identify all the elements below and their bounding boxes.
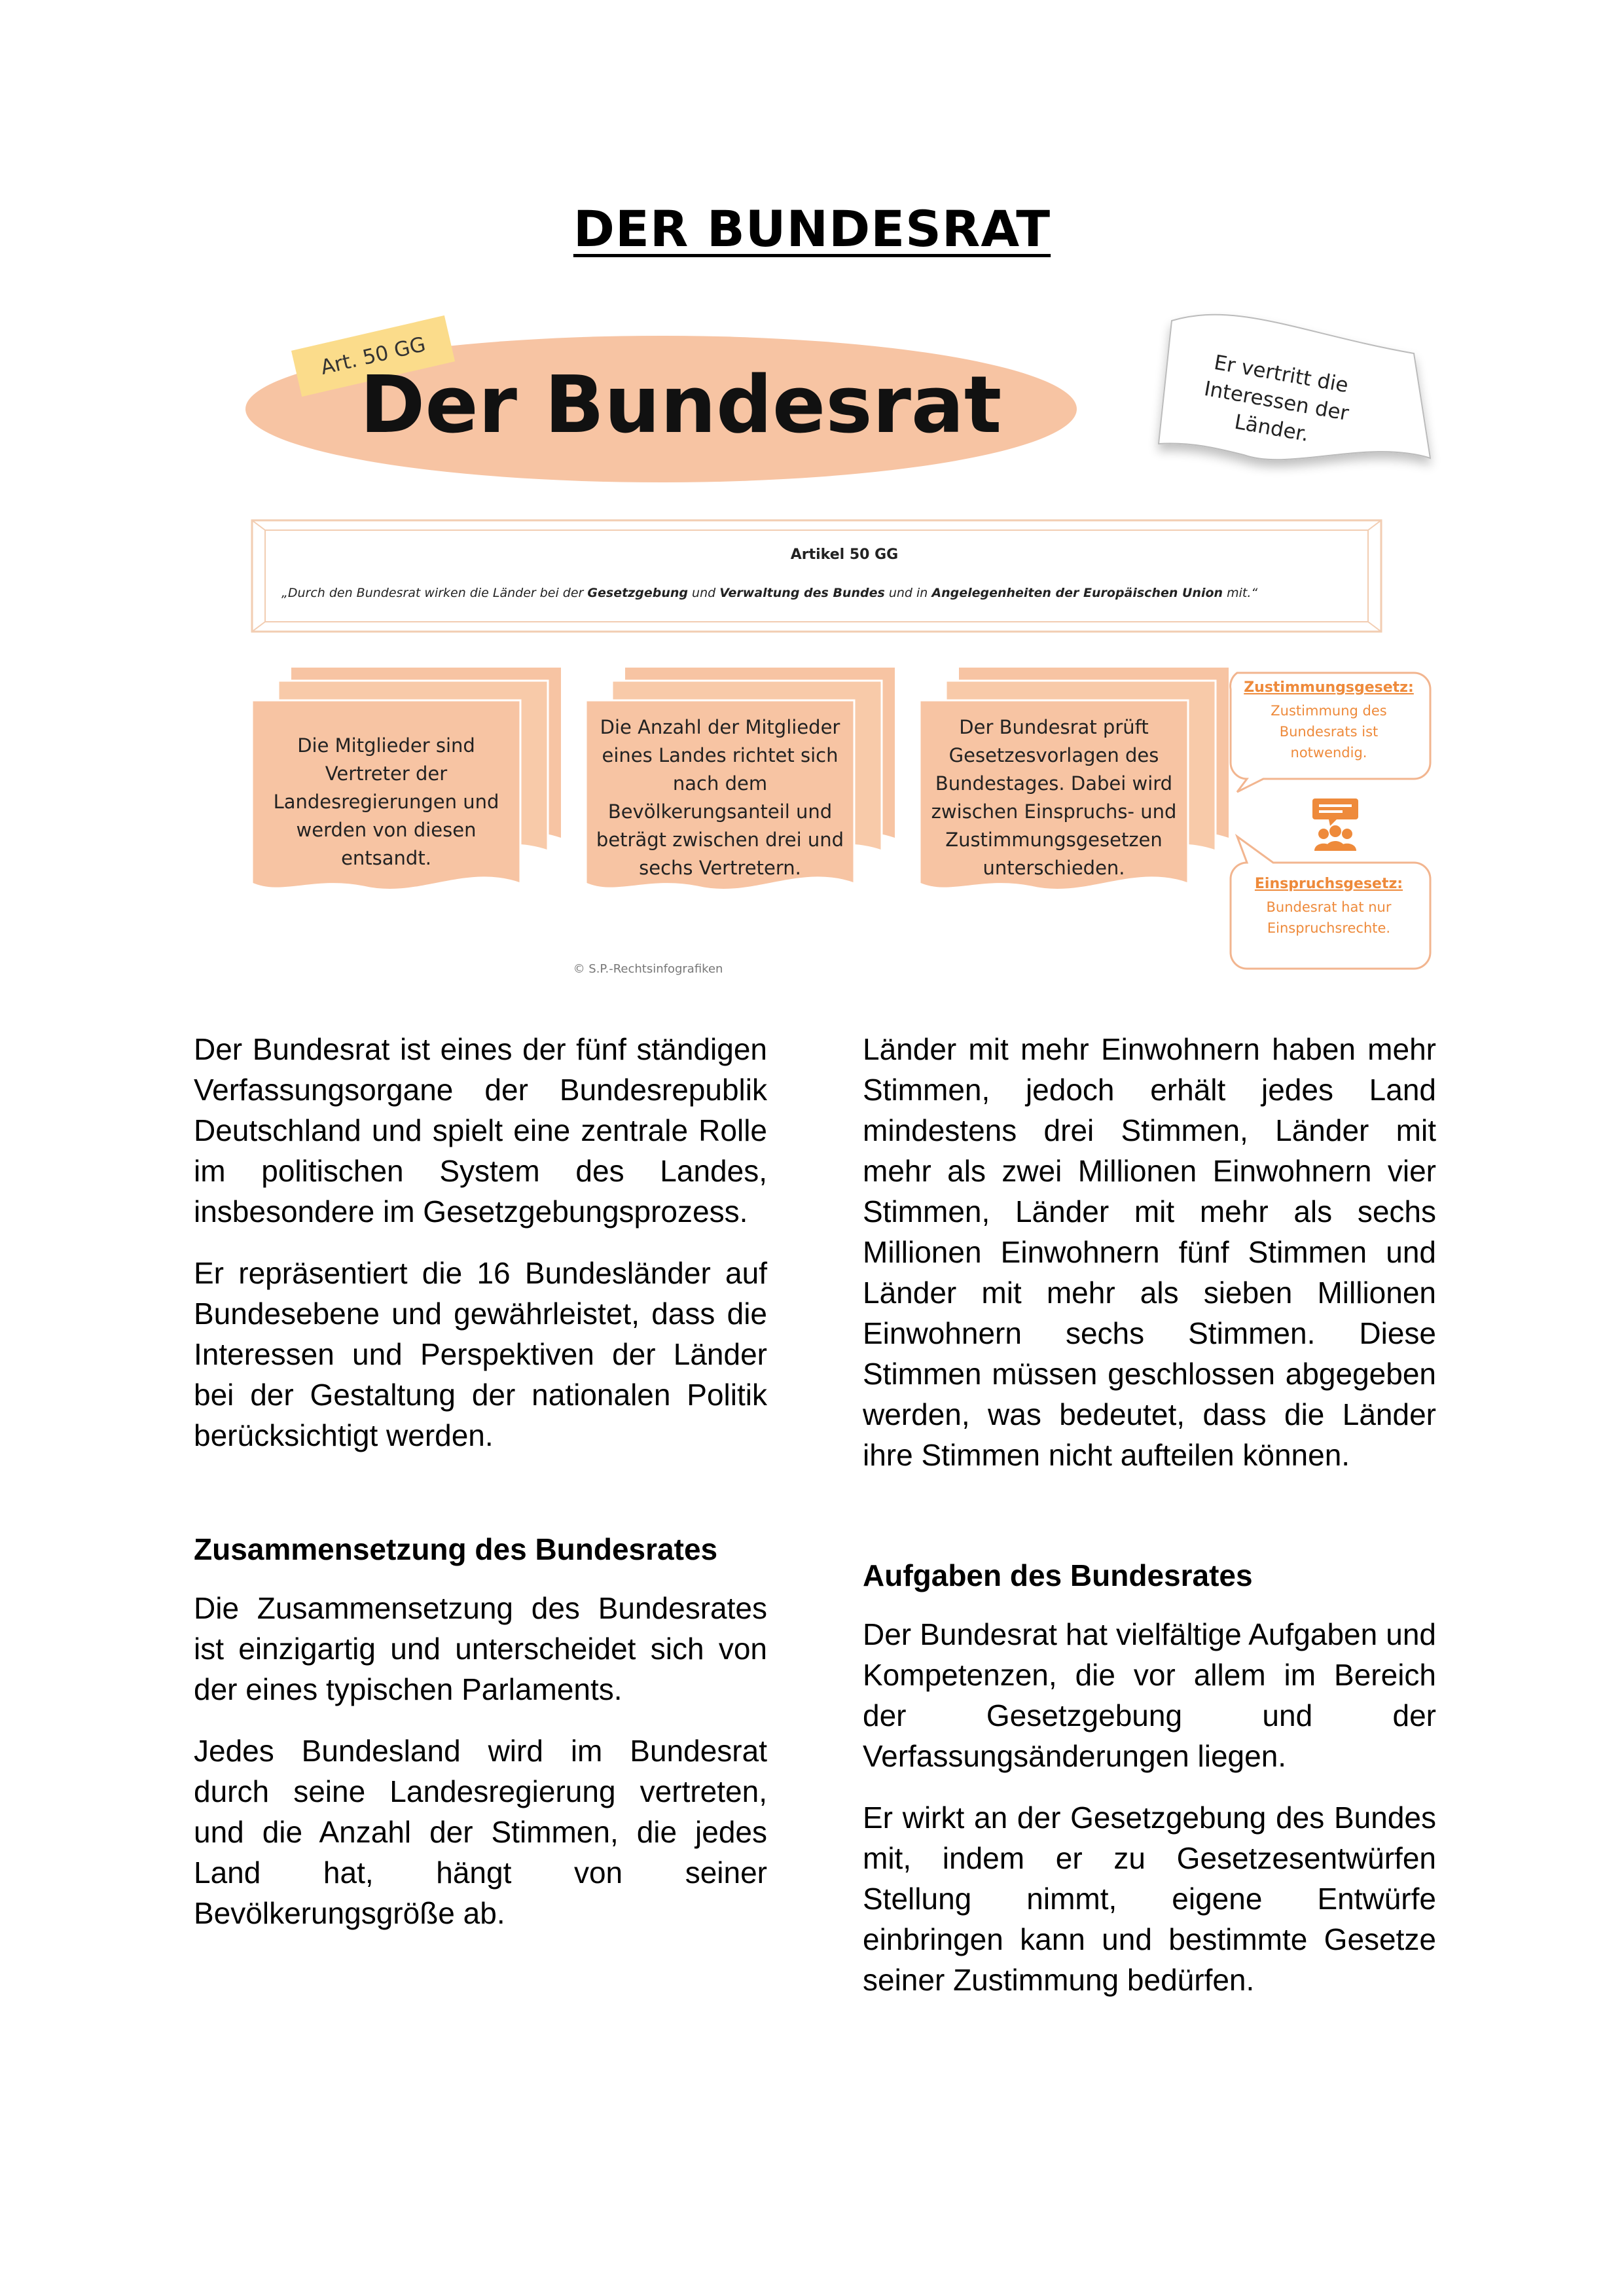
bubble-bottom-title: Einspruchsgesetz: bbox=[1254, 876, 1403, 892]
page-title: DER BUNDESRAT bbox=[573, 200, 1051, 258]
left-paragraph-2: Er repräsentiert die 16 Bundesländer auf Bundesebene und gewährleistet, dass die Interessen und Perspektiven der Länder bei der Gestaltung der nationalen Politik berücksichtigt werden. bbox=[194, 1256, 767, 1452]
right-paragraph-1: Länder mit mehr Einwohnern haben mehr Stimmen, jedoch erhält jedes Land mindestens drei Stimmen, Länder mit mehr als zwei Millionen Einwohnern vier Stimmen, Länder mit mehr als sechs Millionen Einwohnern fünf Stimmen und Länder mit mehr als sieben Millionen Einwohnern sechs Stimmen. Diese Stimmen müssen geschlossen abgegeben werden, was bedeutet, dass die Länder ihre Stimmen nicht aufteilen können. bbox=[863, 1032, 1436, 1472]
left-paragraph-1: Der Bundesrat ist eines der fünf ständigen Verfassungsorgane der Bundesrepublik Deutschland und spielt eine zentrale Rolle im politischen System des Landes, insbesondere im Gesetzgebungsprozess. bbox=[194, 1032, 767, 1229]
right-heading: Aufgaben des Bundesrates bbox=[863, 1558, 1253, 1592]
left-paragraph-4: Jedes Bundesland wird im Bundesrat durch seine Landesregierung vertreten, und die Anzahl der Stimmen, die jedes Land hat, hängt von seiner Bevölkerungsgröße ab. bbox=[194, 1734, 767, 1930]
right-column bbox=[863, 1029, 1436, 2021]
infographic-title: Der Bundesrat bbox=[359, 360, 1002, 451]
right-paragraph-2: Der Bundesrat hat vielfältige Aufgaben und Kompetenzen, die vor allem im Bereich der Gesetzgebung und der Verfassungsänderungen liegen. bbox=[863, 1617, 1436, 1773]
flag-text: Er vertritt die Interessen der Länder. bbox=[1202, 350, 1351, 447]
bubble-top-text: Zustimmung des Bundesrats ist notwendig. bbox=[1271, 703, 1387, 761]
left-column bbox=[194, 1029, 767, 1954]
card-1-text: Die Mitglieder sind Vertreter der Landesregierungen und werden von diesen entsandt. bbox=[273, 734, 499, 869]
left-paragraph-3: Die Zusammensetzung des Bundesrates ist einzigartig und unterscheidet sich von der eines typischen Parlaments. bbox=[194, 1591, 767, 1706]
article-frame-inner bbox=[265, 530, 1368, 622]
meeting-icon bbox=[1312, 798, 1358, 851]
article-tag: Art. 50 GG bbox=[291, 315, 455, 397]
right-paragraph-3: Er wirkt an der Gesetzgebung des Bundes mit, indem er zu Gesetzesentwürfen Stellung nimmt, eigene Entwürfe einbringen kann und bestimmte Gesetze seiner Zustimmung bedürfen. bbox=[863, 1801, 1436, 1997]
article-quote: „Durch den Bundesrat wirken die Länder bei der Gesetzgebung und Verwaltung des Bundes und in Angelegenheiten der Europäischen Union mit.“ bbox=[281, 586, 1258, 600]
article-heading: Artikel 50 GG bbox=[790, 547, 899, 563]
card-3-text: Der Bundesrat prüft Gesetzesvorlagen des Bundestages. Dabei wird zwischen Einspruchs- und Zustimmungsgesetzen unterschieden. bbox=[931, 716, 1177, 879]
bubble-top-title: Zustimmungsgesetz: bbox=[1244, 679, 1414, 696]
bundesrat-infographic bbox=[242, 308, 1447, 988]
card-2-text: Die Anzahl der Mitglieder eines Landes richtet sich nach dem Bevölkerungsanteil und beträgt zwischen drei und sechs Vertretern. bbox=[596, 716, 844, 879]
copyright-note: © S.P.-Rechtsinfografiken bbox=[573, 962, 723, 976]
left-heading: Zusammensetzung des Bundesrates bbox=[194, 1532, 718, 1566]
bubble-bottom-text: Bundesrat hat nur Einspruchsrechte. bbox=[1266, 899, 1392, 936]
